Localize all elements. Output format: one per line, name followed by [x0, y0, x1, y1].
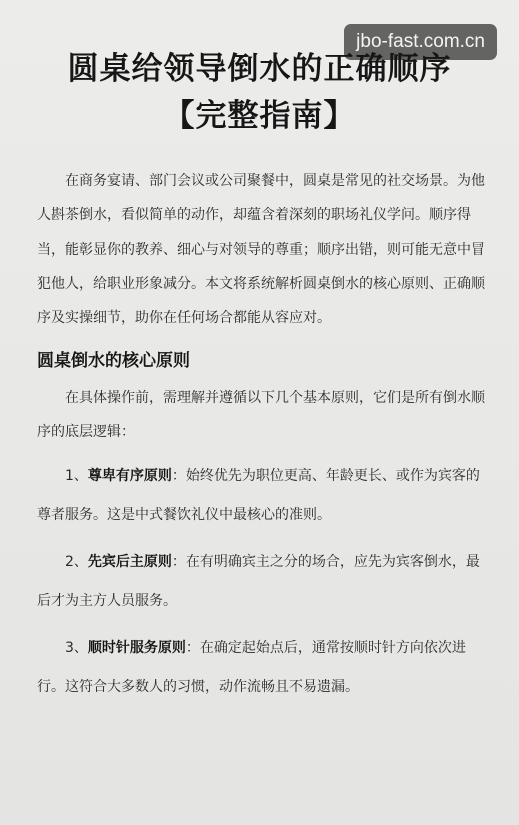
- rule-title: 尊卑有序原则: [87, 468, 172, 485]
- page-subtitle: 【完整指南】: [163, 98, 356, 134]
- page-title: 圆桌给领导倒水的正确顺序: [67, 51, 452, 87]
- rule-number: 1、: [65, 468, 88, 485]
- rule-item: [37, 543, 487, 621]
- intro-paragraph: 在商务宴请、部门会议或公司聚餐中，圆桌是常见的社交场景。为他人斟茶倒水，看似简单的动作，却蕴含着深刻的职场礼仪学问。顺序得当，能彰显你的教养、细心与对领导的尊重；顺序出错，则可能无意中冒犯他人，给职业形象减分。本文将系统解析圆桌倒水的核心原则、正确顺序及实操细节，助你在任何场合都能从容应对。: [37, 173, 485, 327]
- rule-number: 3、: [65, 640, 88, 657]
- watermark-badge: jbo-fast.com.cn: [344, 24, 497, 60]
- rule-title: 顺时针服务原则: [87, 640, 186, 657]
- rule-text: ：在确定起始点后，通常按顺时针方向依次进行。这符合大多数人的习惯，动作流畅且不易遗漏。: [37, 640, 466, 696]
- rule-item: [37, 457, 487, 535]
- section-lead-paragraph: 在具体操作前，需理解并遵循以下几个基本原则，它们是所有倒水顺序的底层逻辑：: [37, 390, 485, 441]
- article-body: [37, 164, 487, 707]
- section-heading: 圆桌倒水的核心原则: [37, 351, 190, 372]
- rule-number: 2、: [65, 554, 88, 571]
- rule-item: [37, 629, 487, 707]
- rule-text: ：始终优先为职位更高、年龄更长、或作为宾客的尊者服务。这是中式餐饮礼仪中最核心的准则。: [37, 468, 480, 524]
- rule-title: 先宾后主原则: [87, 554, 172, 571]
- rule-text: ：在有明确宾主之分的场合，应先为宾客倒水，最后才为主方人员服务。: [37, 554, 480, 610]
